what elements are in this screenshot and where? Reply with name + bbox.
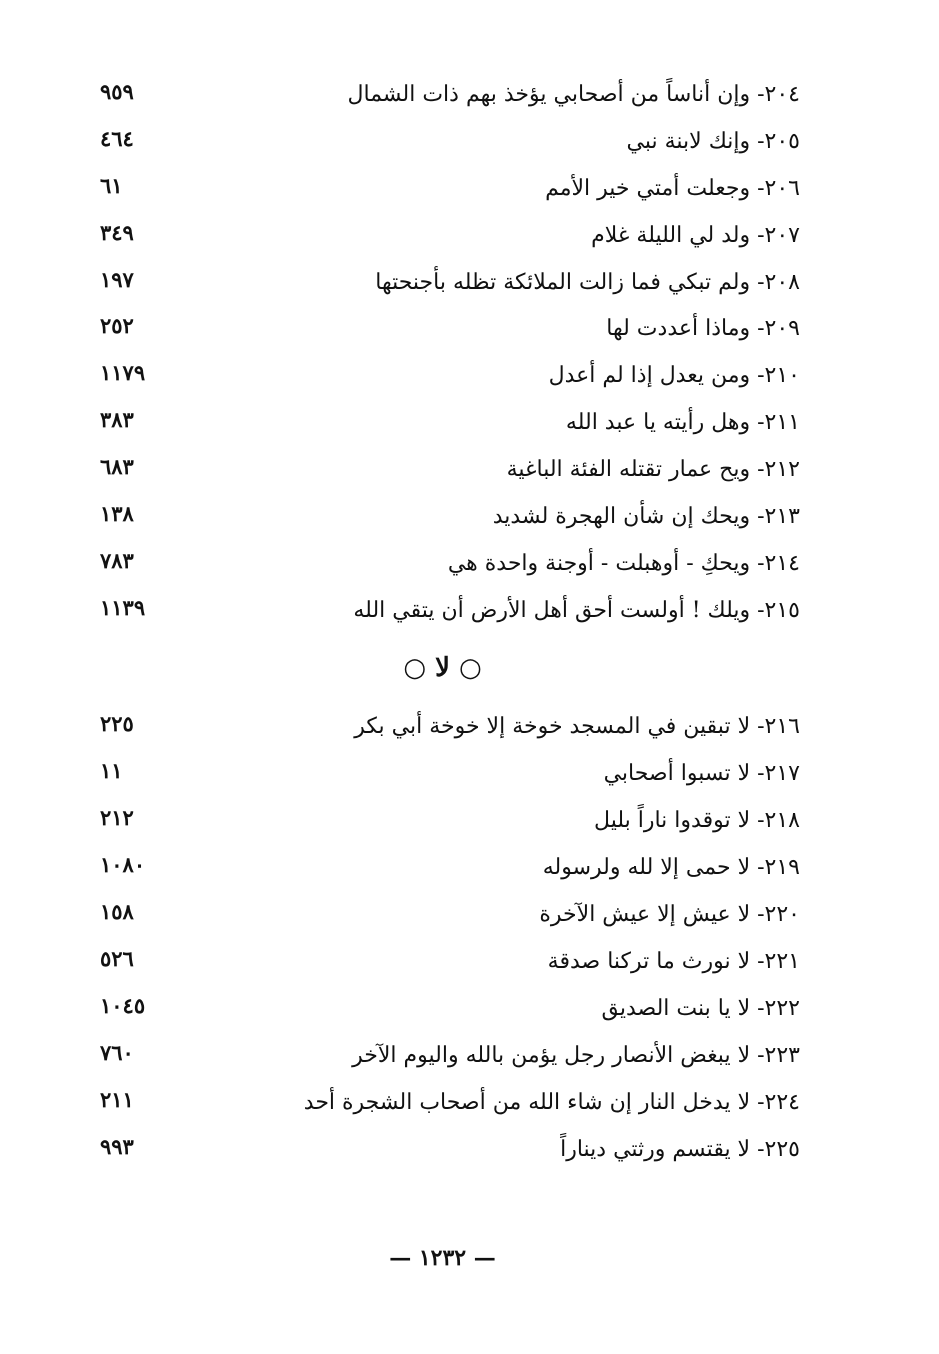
list-item [90,892,800,938]
entry-text: ٢١٣- ويحك إن شأن الهجرة لشديد [492,504,800,529]
entry-text: ٢١٦- لا تبقين في المسجد خوخة إلا خوخة أبي بكر [354,714,800,739]
entry-page-number: ٦٨٣ [100,454,134,479]
entry-text: ٢٢١- لا نورث ما تركنا صدقة [547,949,800,974]
list-item [90,213,800,259]
entry-text: ٢١١- وهل رأيته يا عبد الله [565,410,800,435]
entry-page-number: ١١٣٩ [100,595,146,620]
list-item [90,845,800,891]
entry-text: ٢١٧- لا تسبوا أصحابي [603,761,800,786]
list-item [90,306,800,352]
entry-text: ٢٠٥- وإنك لابنة نبي [626,129,800,154]
entry-page-number: ١٥٨ [100,899,134,924]
entry-page-number: ٢٥٢ [100,313,134,338]
list-item [90,72,800,118]
list-item [90,119,800,165]
entry-text: ٢٠٩- وماذا أعددت لها [606,316,800,341]
entry-page-number: ١٩٧ [100,267,134,292]
list-item [90,751,800,797]
entry-text: ٢٠٧- ولد لي الليلة غلام [591,223,800,248]
entry-page-number: ٧٨٣ [100,548,134,573]
page-footer-number: — ١٢٣٢ — [389,1245,496,1271]
list-item [90,986,800,1032]
entry-page-number: ٦١ [100,173,123,198]
list-item [90,447,800,493]
entry-text: ٢١٨- لا توقدوا ناراً بليل [594,808,800,833]
list-item [90,1033,800,1079]
list-item [90,939,800,985]
entry-page-number: ١٣٨ [100,501,134,526]
entry-page-number: ١٠٤٥ [100,993,146,1018]
entry-text: ٢٠٨- ولم تبكي فما زالت الملائكة تظله بأجنحتها [375,270,800,295]
entry-text: ٢١٢- ويح عمار تقتله الفئة الباغية [506,457,800,482]
list-item [90,1127,800,1173]
entry-page-number: ٥٢٦ [100,946,134,971]
entry-page-number: ٢١٢ [100,805,134,830]
entry-page-number: ١٠٨٠ [100,852,146,877]
entry-page-number: ١١ [100,758,123,783]
entry-page-number: ٩٩٣ [100,1134,134,1159]
entry-page-number: ٣٨٣ [100,407,134,432]
list-item [90,704,800,750]
list-item [90,166,800,212]
entry-text: ٢٢٥- لا يقتسم ورثتي ديناراً [560,1137,800,1162]
section-heading: ○ لا ○ [403,653,482,683]
entry-page-number: ٧٦٠ [100,1040,134,1065]
entry-page-number: ٣٤٩ [100,220,134,245]
entry-text: ٢٢٠- لا عيش إلا عيش الآخرة [539,902,800,927]
list-item [90,541,800,587]
entry-text: ٢٢٣- لا يبغض الأنصار رجل يؤمن بالله واليوم الآخر [352,1043,800,1068]
entry-text: ٢٠٦- وجعلت أمتي خير الأمم [545,176,800,201]
entry-text: ٢١٠- ومن يعدل إذا لم أعدل [548,363,800,388]
entry-text: ٢٢٢- لا يا بنت الصديق [601,996,800,1021]
entry-page-number: ١١٧٩ [100,360,146,385]
entry-page-number: ٩٥٩ [100,79,134,104]
entry-text: ٢١٤- ويحكِ - أوهبلت - أوجنة واحدة هي [447,551,800,576]
list-item [90,400,800,446]
list-item [90,494,800,540]
entry-page-number: ٤٦٤ [100,126,134,151]
entry-page-number: ٢٢٥ [100,711,134,736]
list-item [90,1080,800,1126]
list-item [90,798,800,844]
list-item [90,260,800,306]
entry-page-number: ٢١١ [100,1087,134,1112]
list-item [90,588,800,634]
entry-text: ٢١٩- لا حمى إلا لله ولرسوله [542,855,800,880]
entry-text: ٢٠٤- وإن أناساً من أصحابي يؤخذ بهم ذات الشمال [347,82,800,107]
list-item [90,353,800,399]
entry-text: ٢٢٤- لا يدخل النار إن شاء الله من أصحاب الشجرة أحد [303,1090,800,1115]
entry-text: ٢١٥- ويلك ! أولست أحق أهل الأرض أن يتقي الله [353,598,800,623]
